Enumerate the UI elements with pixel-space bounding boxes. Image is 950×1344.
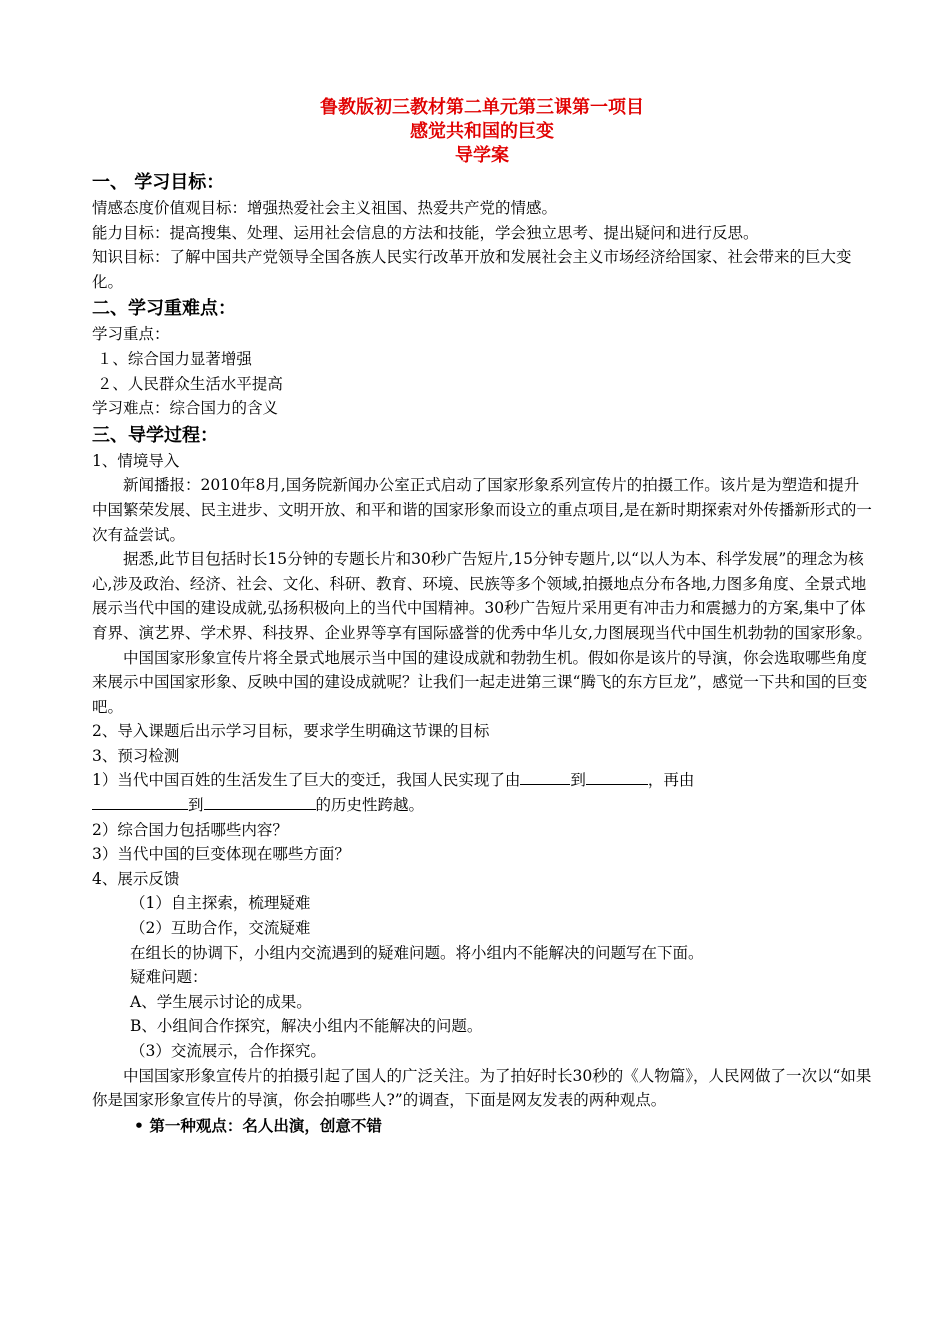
- question-1: [92, 768, 872, 817]
- question-1-part-d: 到: [188, 796, 204, 815]
- title-line-1: 鲁教版初三教材第二单元第三课第一项目: [320, 97, 644, 118]
- focus-label: 学习重点：: [92, 325, 170, 344]
- fill-blank-2[interactable]: [586, 768, 648, 785]
- feedback-2-label: 疑难问题：: [130, 968, 208, 987]
- focus-item-2: ２、人民群众生活水平提高: [92, 374, 283, 393]
- step-4: 4、展示反馈: [92, 869, 180, 888]
- question-1-part-e: 的历史性跨越。: [315, 796, 425, 815]
- fill-blank-3[interactable]: [92, 793, 188, 810]
- question-2: 2）综合国力包括哪些内容？: [92, 820, 288, 839]
- step-1: 1、情境导入: [92, 451, 180, 470]
- question-3: 3）当代中国的巨变体现在哪些方面？: [92, 845, 350, 864]
- step-3: 3、预习检测: [92, 746, 180, 765]
- question-1-part-c: ，再由: [647, 771, 695, 790]
- document-title: [92, 96, 872, 168]
- intro-paragraph: 中国国家形象宣传片将全景式地展示当中国的建设成就和勃勃生机。假如你是该片的导演，你会选取哪些角度来展示中国国家形象、反映中国的建设成就呢？让我们一起走进第三课“腾飞的东方巨龙”，感觉一下共和国的巨变吧。: [92, 648, 868, 716]
- fill-blank-4[interactable]: [204, 793, 316, 810]
- feedback-2: （2）互助合作，交流疑难: [130, 919, 311, 938]
- viewpoint-1: [92, 1113, 872, 1139]
- news-paragraph-1: 新闻播报：2010年8月,国务院新闻办公室正式启动了国家形象系列宣传片的拍摄工作。该片是为塑造和提升中国繁荣发展、民主进步、文明开放、和平和谐的国家形象而设立的重点项目,是在新时期探索对外传播新形式的一次有益尝试。: [92, 476, 872, 544]
- focus-item-1: １、综合国力显著增强: [92, 349, 252, 368]
- fill-blank-1[interactable]: [520, 768, 570, 785]
- feedback-2-text: 在组长的协调下，小组内交流遇到的疑难问题。将小组内不能解决的问题写在下面。: [130, 943, 704, 962]
- step-2: 2、导入课题后出示学习目标，要求学生明确这节课的目标: [92, 722, 490, 741]
- knowledge-goal: 知识目标：了解中国共产党领导全国各族人民实行改革开放和发展社会主义市场经济给国家、社会带来的巨大变化。: [92, 248, 852, 291]
- difficulty: 学习难点：综合国力的含义: [92, 399, 279, 418]
- ability-goal: 能力目标：提高搜集、处理、运用社会信息的方法和技能，学会独立思考、提出疑问和进行反思。: [92, 223, 759, 242]
- question-1-part-b: 到: [570, 771, 586, 790]
- title-line-3: 导学案: [455, 145, 509, 166]
- feedback-a: A、学生展示讨论的成果。: [130, 992, 312, 1011]
- section-2-heading: 二、学习重难点：: [92, 298, 236, 320]
- feedback-1: （1）自主探索，梳理疑难: [130, 894, 311, 913]
- document-page: [92, 96, 872, 1139]
- feedback-3: （3）交流展示，合作探究。: [130, 1042, 326, 1060]
- section-3-heading: 三、导学过程：: [92, 424, 218, 446]
- news-paragraph-2: 据悉,此节目包括时长15分钟的专题长片和30秒广告短片,15分钟专题片,以“以人为本、科学发展”的理念为核心,涉及政治、经济、社会、文化、科研、教育、环境、民族等多个领域,拍摄地点分布各地,力图多角度、全景式地展示当代中国的建设成就,弘扬积极向上的当代中国精神。30秒广告短片采用更有冲击力和震撼力的方案,集中了体育界、演艺界、学术界、科技界、企业界等享有国际盛誉的优秀中华儿女,力图展现当代中国生机勃勃的国家形象。: [92, 550, 872, 642]
- viewpoint-1-text: 第一种观点：名人出演，创意不错: [149, 1116, 382, 1135]
- question-1-part-a: 1）当代中国百姓的生活发生了巨大的变迁，我国人民实现了由: [92, 771, 521, 790]
- section-1-heading: 一、 学习目标：: [92, 172, 225, 193]
- title-line-2: 感觉共和国的巨变: [410, 121, 554, 142]
- feedback-b: B、小组间合作探究，解决小组内不能解决的问题。: [130, 1017, 483, 1036]
- bullet-dot-icon: •: [134, 1116, 144, 1135]
- emotion-goal: 情感态度价值观目标：增强热爱社会主义祖国、热爱共产党的情感。: [92, 199, 558, 217]
- survey-paragraph: 中国国家形象宣传片的拍摄引起了国人的广泛关注。为了拍好时长30秒的《人物篇》，人民网做了一次以“如果你是国家形象宣传片的导演，你会拍哪些人?”的调查，下面是网友发表的两种观点。: [92, 1066, 872, 1110]
